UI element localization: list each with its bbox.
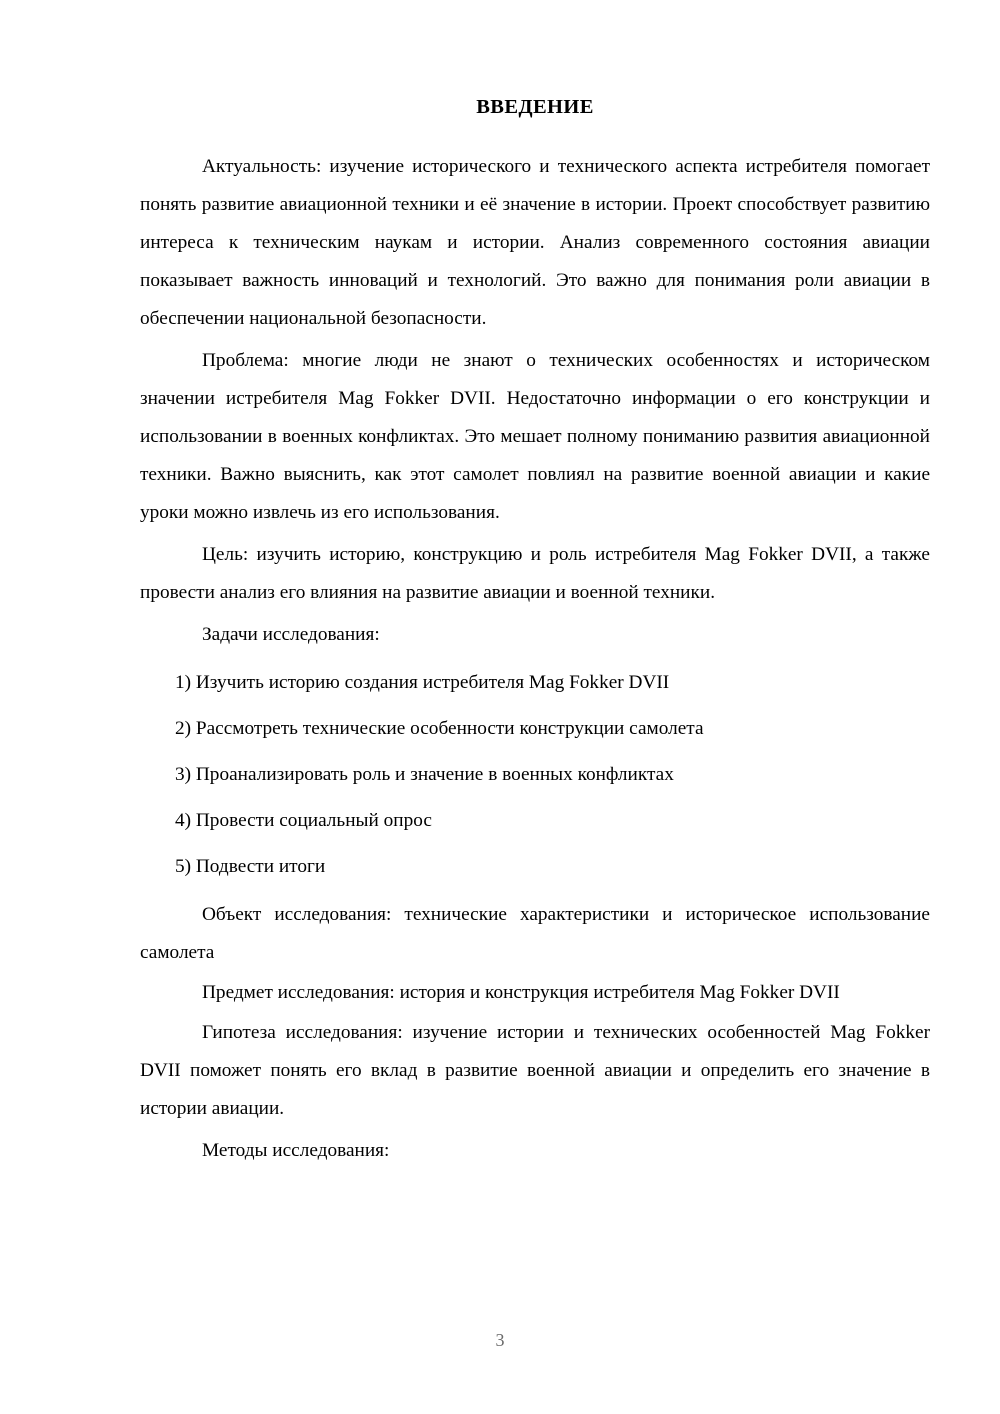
list-item: 4) Провести социальный опрос <box>175 810 432 831</box>
methods-heading: Методы исследования: <box>202 1140 390 1161</box>
paragraph-hypothesis: Гипотеза исследования: изучение истории и технических особенностей Mag Fokker DVII поможет понять его вклад в развитие военной авиации и определить его значение в истории авиации. <box>140 1022 930 1119</box>
list-item: 1) Изучить историю создания истребителя Mag Fokker DVII <box>175 672 670 693</box>
page-number: 3 <box>495 1330 505 1350</box>
list-item: 5) Подвести итоги <box>175 856 326 877</box>
tasks-heading: Задачи исследования: <box>202 624 380 645</box>
document-body <box>140 92 930 1176</box>
paragraph-subject: Предмет исследования: история и конструкция истребителя Mag Fokker DVII <box>202 982 840 1003</box>
tasks-list <box>140 660 930 890</box>
paragraph-problem: Проблема: многие люди не знают о технических особенностях и историческом значении истребителя Mag Fokker DVII. Недостаточно информации о его конструкции и использовании в военных конфликтах. Это мешает полному пониманию развития авиационной техники. Важно выяснить, как этот самолет повлиял на развитие военной авиации и какие уроки можно извлечь из его использования. <box>140 350 930 523</box>
page-title: ВВЕДЕНИЕ <box>476 96 594 118</box>
paragraph-goal: Цель: изучить историю, конструкцию и роль истребителя Mag Fokker DVII, а также провести анализ его влияния на развитие авиации и военной техники. <box>140 544 930 603</box>
paragraph-object: Объект исследования: технические характеристики и историческое использование самолета <box>140 904 930 963</box>
list-item: 3) Проанализировать роль и значение в военных конфликтах <box>175 764 674 785</box>
paragraph-relevance: Актуальность: изучение исторического и технического аспекта истребителя помогает понять развитие авиационной техники и её значение в истории. Проект способствует развитию интереса к техническим наукам и истории. Анализ современного состояния авиации показывает важность инноваций и технологий. Это важно для понимания роли авиации в обеспечении национальной безопасности. <box>140 156 930 329</box>
list-item: 2) Рассмотреть технические особенности конструкции самолета <box>175 718 704 739</box>
